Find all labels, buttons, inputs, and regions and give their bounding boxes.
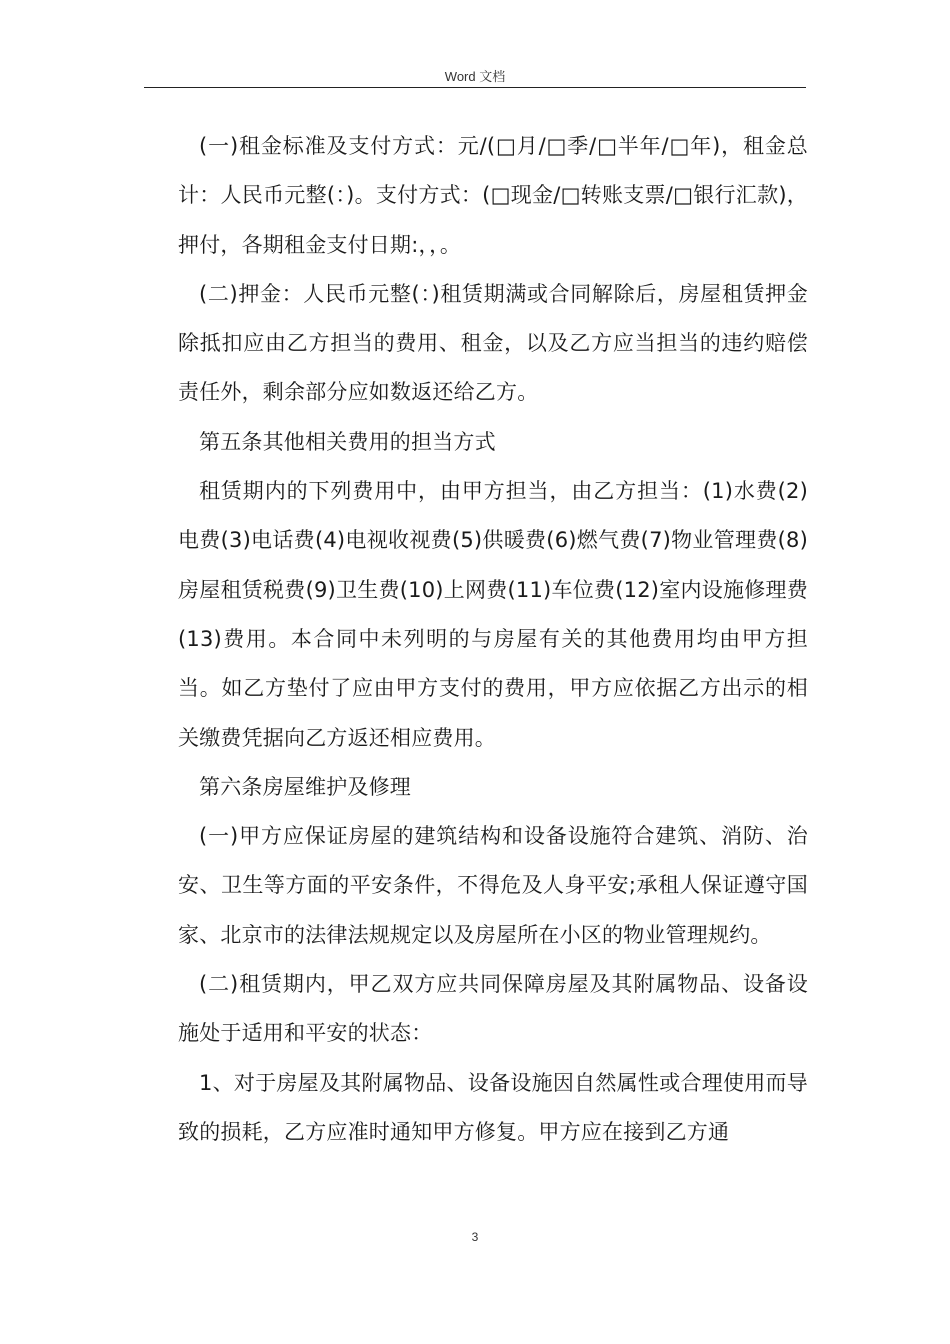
paragraph-maintenance: (二)租赁期内，甲乙双方应共同保障房屋及其附属物品、设备设施处于适用和平安的状态： — [178, 972, 808, 1046]
page-number: 3 — [471, 1230, 479, 1244]
section-heading-article-5: 第五条其他相关费用的担当方式 — [199, 429, 496, 454]
paragraph-fees: 租赁期内的下列费用中，由甲方担当，由乙方担当：(1)水费(2)电费(3)电话费(4)电视收视费(5)供暖费(6)燃气费(7)物业管理费(8)房屋租赁税费(9)卫生费(10)上网费(11)车位费(12)室内设施修理费(13)费用。本合同中未列明的与房屋有关的其他费用均由甲方担当。如乙方垫付了应由甲方支付的费用，甲方应依据乙方出示的相关缴费凭据向乙方返还相应费用。 — [178, 479, 808, 750]
paragraph-wear-repair: 1、对于房屋及其附属物品、设备设施因自然属性或合理使用而导致的损耗，乙方应准时通知甲方修复。甲方应在接到乙方通 — [178, 1070, 808, 1144]
paragraph-deposit: (二)押金：人民币元整(：)租赁期满或合同解除后，房屋租赁押金除抵扣应由乙方担当的费用、租金，以及乙方应当担当的违约赔偿责任外，剩余部分应如数返还给乙方。 — [178, 281, 808, 405]
document-header-title: Word 文档 — [444, 69, 506, 84]
header-divider — [144, 87, 806, 88]
paragraph-safety: (一)甲方应保证房屋的建筑结构和设备设施符合建筑、消防、治安、卫生等方面的平安条件，不得危及人身平安;承租人保证遵守国家、北京市的法律法规规定以及房屋所在小区的物业管理规约。 — [178, 824, 808, 947]
paragraph-rent-standard: (一)租金标准及支付方式：元/(□月/□季/□半年/□年)，租金总计：人民币元整(：)。支付方式：(□现金/□转账支票/□银行汇款)，押付，各期租金支付日期:，，。 — [178, 134, 808, 257]
section-heading-article-6: 第六条房屋维护及修理 — [199, 774, 411, 799]
document-body — [178, 122, 808, 1157]
